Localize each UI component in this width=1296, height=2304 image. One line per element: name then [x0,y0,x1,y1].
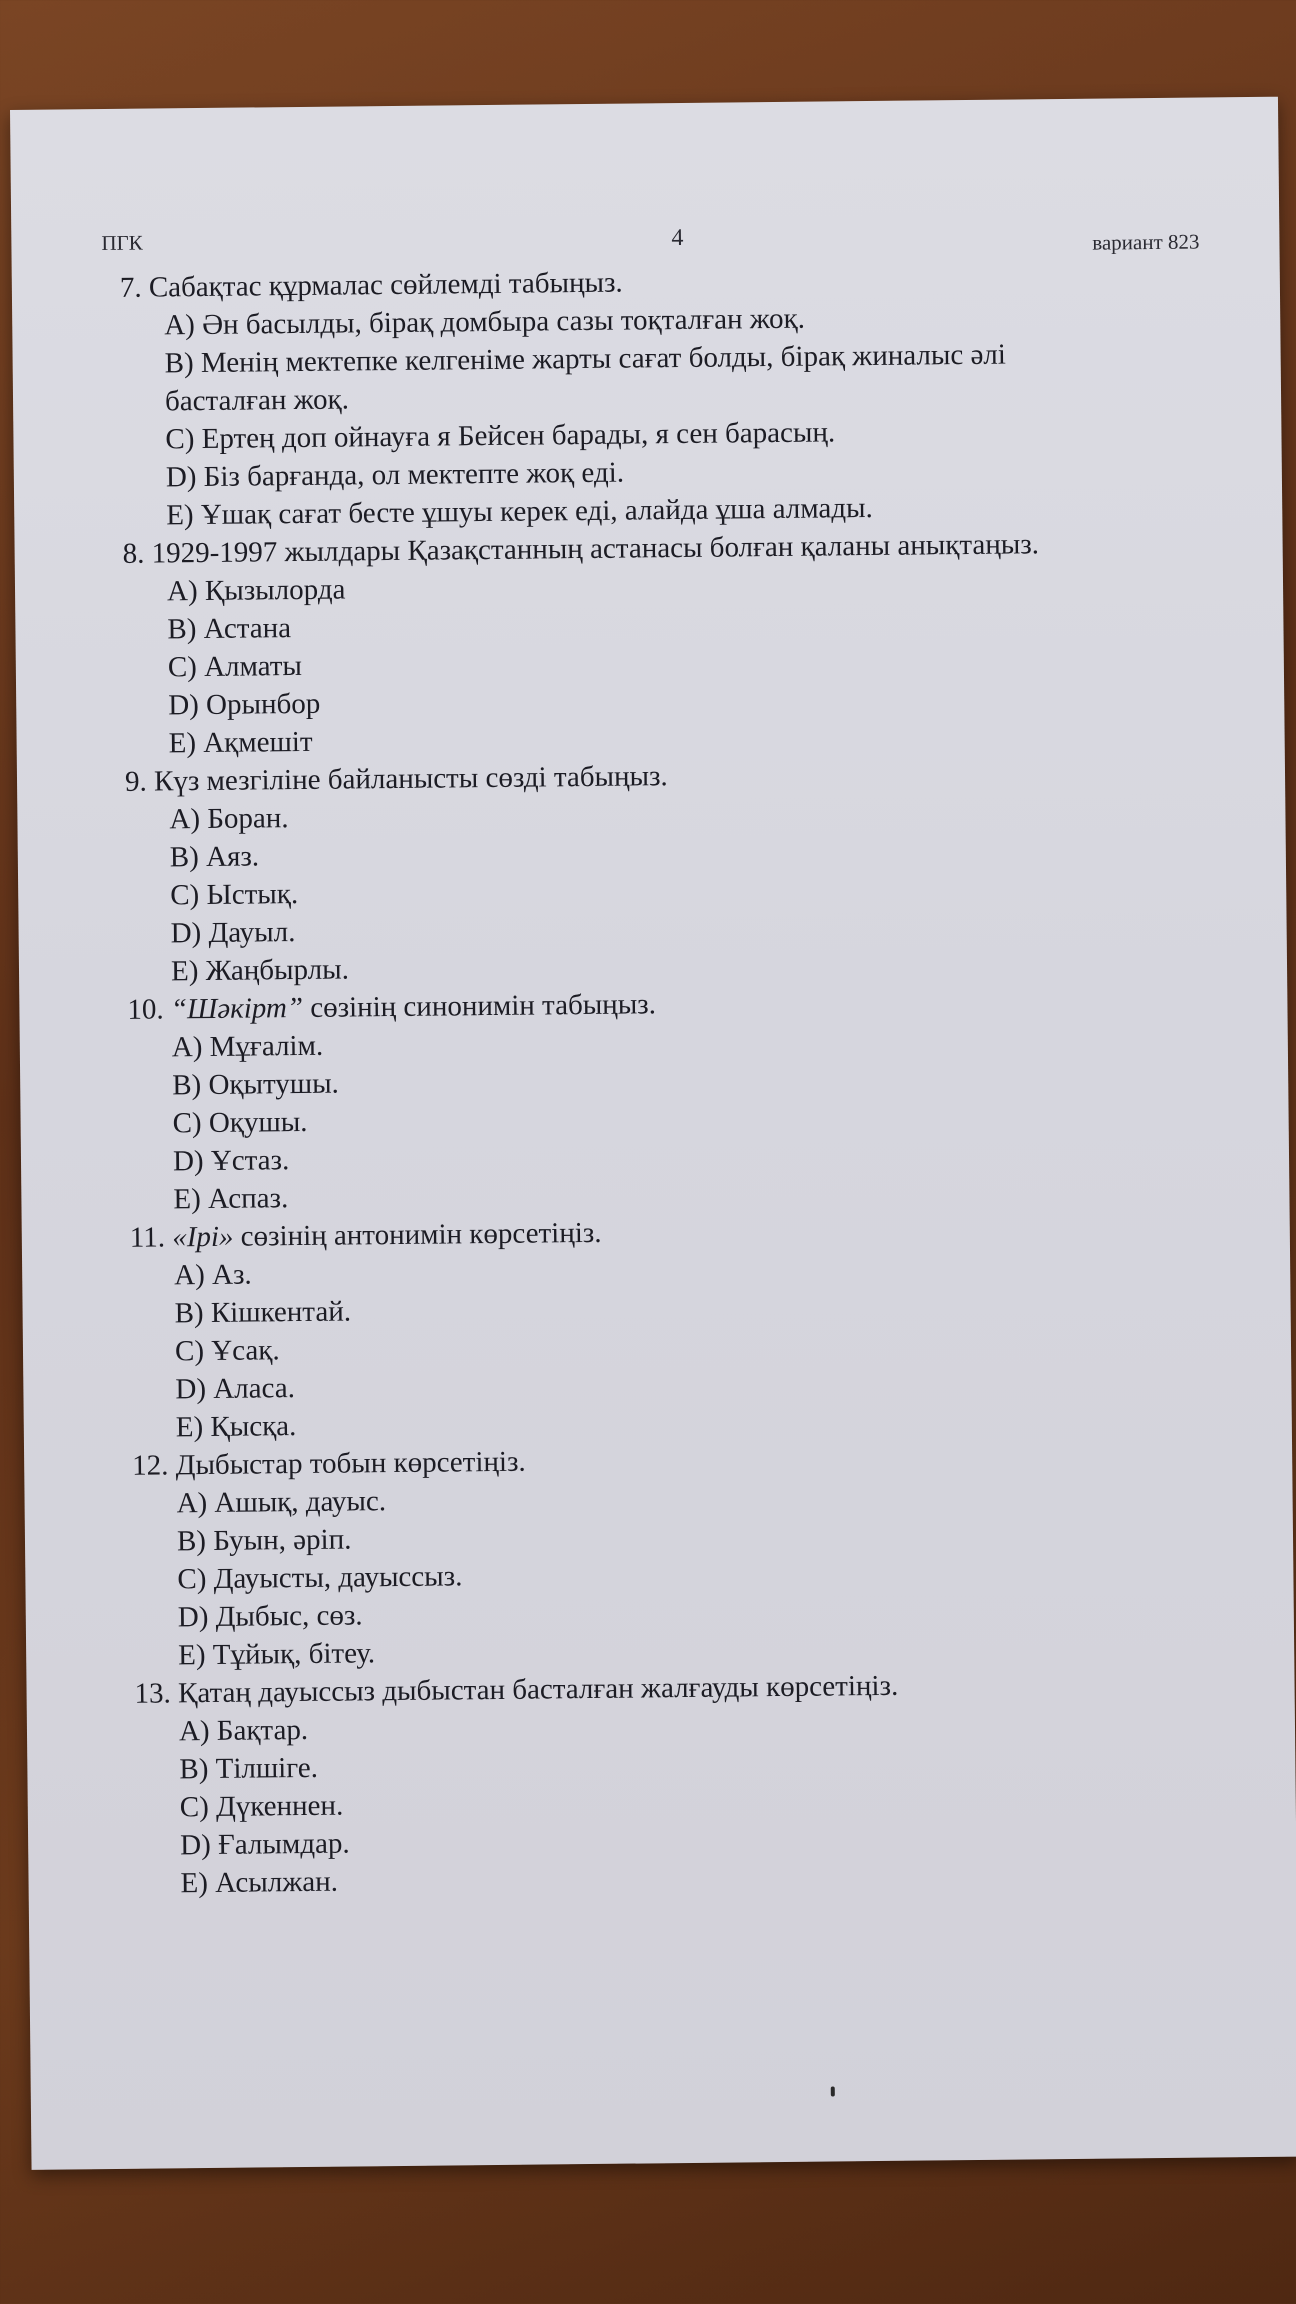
option-c: С) Дүкеннен. [179,1789,344,1824]
question-7 [120,257,1223,535]
option-a: А) Ашық, дауыс. [176,1485,387,1520]
answer-options [169,789,1227,990]
option-a: А) Мұғалім. [171,1029,324,1064]
option-a: А) Қызылорда [166,573,346,608]
page-number: 4 [671,224,684,252]
page-header [101,219,1219,261]
question-number: 13. [134,1677,172,1710]
question-number: 12. [132,1449,169,1482]
paper-speck [831,2086,835,2096]
option-d: D) Ғалымдар. [180,1827,350,1862]
question-text: Дыбыстар тобын көрсетіңіз. [175,1445,526,1482]
question-8 [122,523,1224,763]
question-9 [125,751,1227,991]
option-d: D) Ұстаз. [172,1144,290,1178]
question-number: 11. [129,1221,166,1254]
option-d: D) Дыбыс, сөз. [177,1599,363,1634]
option-b: В) Аяз. [169,840,260,874]
option-b: В) Тілшіге. [179,1751,319,1786]
option-e: Е) Ұшақ сағат бесте ұшуы керек еді, алайда ұша алмады. [166,491,873,532]
question-text: сөзінің антонимін көрсетіңіз. [240,1216,602,1253]
option-a: А) Ән басылды, бірақ домбыра сазы тоқталған жоқ. [164,302,806,342]
answer-options [172,1017,1230,1218]
option-c: С) Ыстық. [170,878,299,912]
quoted-word: «Ірі» [172,1220,234,1254]
option-a: А) Боран. [169,802,289,836]
option-c: С) Ұсақ. [174,1334,280,1368]
question-number: 8. [122,537,145,570]
option-e: Е) Асылжан. [180,1865,339,1900]
option-c: С) Дауысты, дауыссыз. [177,1560,463,1596]
option-e: Е) Жаңбырлы. [170,953,350,988]
option-b: В) Оқытушы. [172,1067,340,1102]
question-number: 7. [119,271,142,304]
questions-list [120,257,1237,1902]
option-d: D) Дауыл. [170,916,296,950]
question-number: 10. [127,993,164,1026]
option-d: D) Аласа. [175,1372,296,1406]
variant-label: вариант 823 [1092,229,1200,255]
quoted-word: “Шәкірт” [170,991,304,1026]
answer-options [176,1473,1234,1674]
question-13 [134,1663,1236,1903]
question-text: Қатаң дауыссыз дыбыстан басталған жалғауды көрсетіңіз. [177,1669,899,1710]
exam-paper-sheet [10,97,1296,2170]
answer-options [164,295,1222,534]
question-11 [130,1207,1232,1447]
option-a: А) Бақтар. [178,1713,309,1748]
option-b: В) Буын, әріп. [176,1523,352,1558]
question-text: Сабақтас құрмалас сөйлемді табыңыз. [148,266,623,304]
option-b: В) Кішкентай. [174,1295,352,1330]
question-text: 1929-1997 жылдары Қазақстанның астанасы болған қаланы анықтаңыз. [151,528,1040,570]
option-e: Е) Аспаз. [173,1182,289,1216]
option-c: С) Оқушы. [172,1105,308,1140]
option-c: С) Ертең доп ойнауға я Бейсен барады, я сен барасың. [165,416,836,456]
answer-options [167,561,1225,762]
question-10 [127,979,1229,1219]
header-code: ПГК [101,230,143,256]
option-d: D) Біз барғанда, ол мектепте жоқ еді. [165,456,625,494]
answer-options [174,1245,1232,1446]
answer-options [179,1701,1237,1902]
option-e: Е) Тұйық, бітеу. [178,1637,376,1672]
question-12 [132,1435,1234,1675]
option-e: Е) Қысқа. [175,1410,297,1444]
question-text: Күз мезгіліне байланысты сөзді табыңыз. [153,760,668,798]
question-text: сөзінің синонимін табыңыз. [310,988,657,1024]
option-b: В) Менің мектепке келгеніме жарты сағат болды, бірақ жиналыс әлі басталған жоқ. [164,338,1007,418]
question-number: 9. [124,765,147,798]
option-c: С) Алматы [167,649,303,684]
option-a: А) Аз. [174,1258,252,1292]
option-e: Е) Ақмешіт [168,725,313,760]
option-b: В) Астана [167,612,292,646]
option-d: D) Орынбор [168,687,321,722]
